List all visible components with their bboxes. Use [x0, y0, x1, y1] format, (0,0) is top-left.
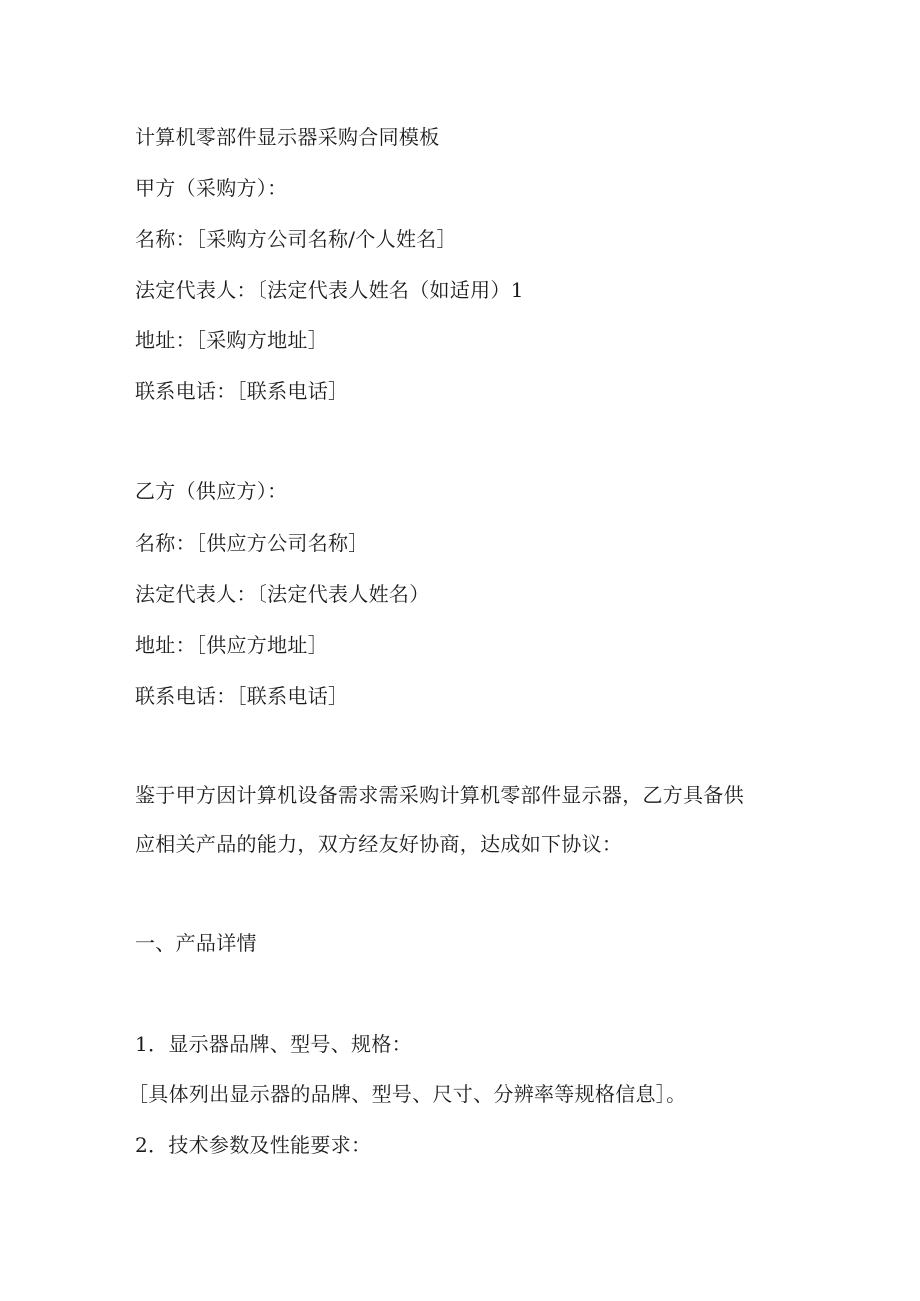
- party-a-legal-rep: 法定代表人：〔法定代表人姓名（如适用）1: [135, 278, 524, 302]
- party-a-phone: 联系电话：［联系电话］: [135, 379, 349, 403]
- party-b-address: 地址：［供应方地址］: [135, 633, 328, 657]
- party-a-heading: 甲方（采购方）：: [135, 176, 288, 200]
- document-title: 计算机零部件显示器采购合同模板: [135, 125, 440, 149]
- section-1-heading: 一、产品详情: [135, 931, 257, 955]
- party-a-address: 地址：［采购方地址］: [135, 328, 328, 352]
- preamble-line-2: 应相关产品的能力，双方经友好协商，达成如下协议：: [135, 832, 623, 856]
- section-1-item-1-label: 1．显示器品牌、型号、规格：: [135, 1032, 412, 1056]
- party-b-legal-rep: 法定代表人：〔法定代表人姓名）: [135, 582, 430, 606]
- preamble-line-1: 鉴于甲方因计算机设备需求需采购计算机零部件显示器，乙方具备供: [135, 783, 744, 807]
- party-a-name: 名称：［采购方公司名称/个人姓名］: [135, 227, 457, 251]
- party-b-heading: 乙方（供应方）：: [135, 479, 288, 503]
- party-b-phone: 联系电话：［联系电话］: [135, 684, 349, 708]
- section-1-item-1-detail: ［具体列出显示器的品牌、型号、尺寸、分辨率等规格信息］。: [128, 1082, 687, 1106]
- section-1-item-2-label: 2．技术参数及性能要求：: [135, 1133, 372, 1157]
- party-b-name: 名称：［供应方公司名称］: [135, 531, 369, 555]
